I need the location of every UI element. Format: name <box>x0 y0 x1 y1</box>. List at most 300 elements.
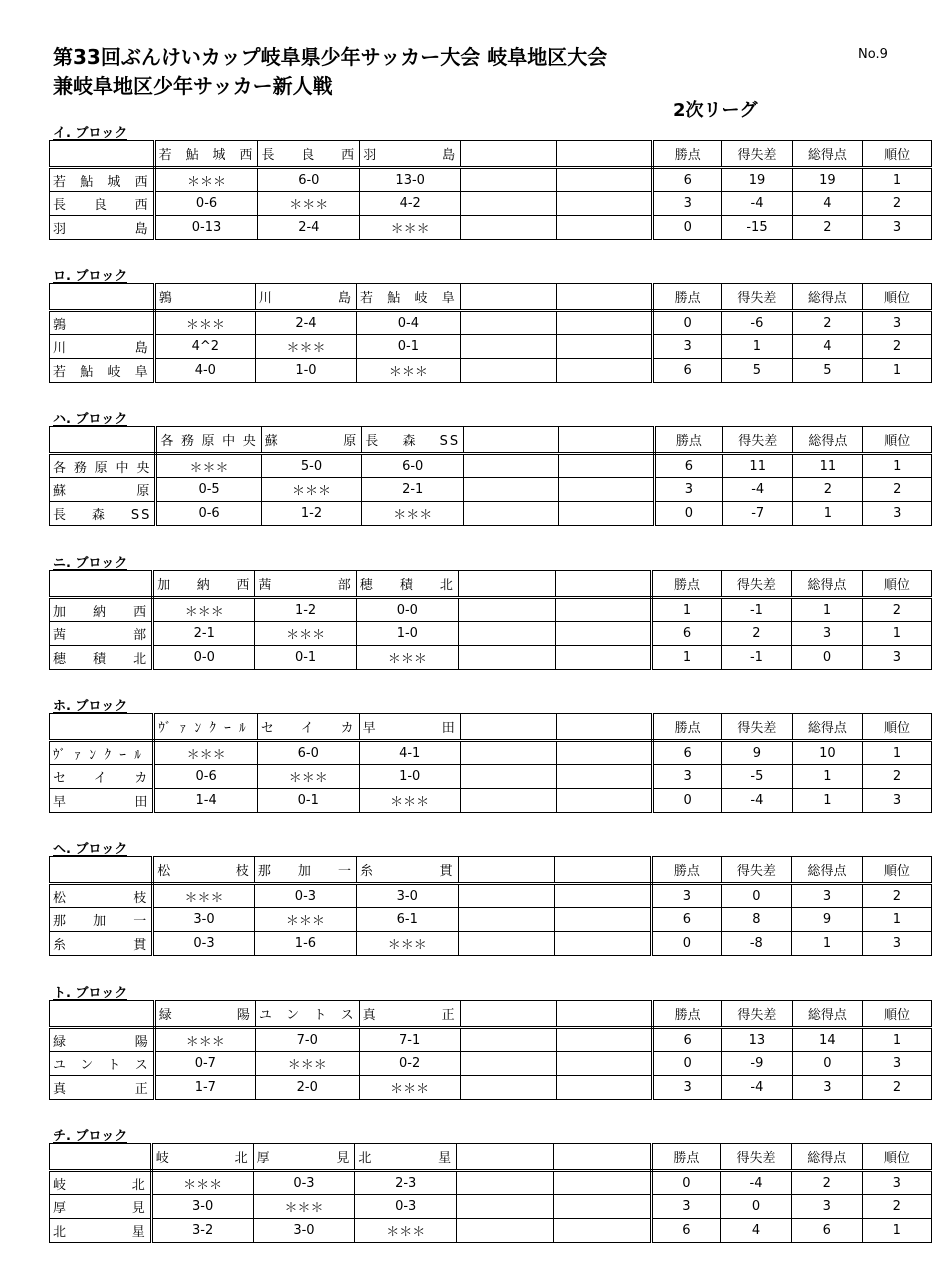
goal-diff-value: -9 <box>722 1052 792 1076</box>
points-value: 3 <box>653 335 722 359</box>
stat-header: 得失差 <box>722 141 792 168</box>
table-row <box>50 311 932 335</box>
page-title: 第33回ぶんけいカップ岐阜県少年サッカー大会 岐阜地区大会 <box>53 45 608 69</box>
match-result: 4-2 <box>360 192 461 216</box>
match-result: 1-6 <box>254 932 356 956</box>
column-team-header: 茜部 <box>255 571 356 598</box>
empty-cell <box>556 359 652 383</box>
match-result: 0-0 <box>153 646 255 670</box>
row-team-name: 岐北 <box>50 1171 152 1195</box>
goal-diff-value: 11 <box>723 454 793 478</box>
empty-cell <box>464 454 559 478</box>
stat-header: 順位 <box>862 1144 931 1171</box>
empty-header-cell <box>460 714 556 741</box>
column-team-header: 松枝 <box>153 857 255 884</box>
stat-header: 順位 <box>863 714 932 741</box>
empty-header-cell <box>555 857 652 884</box>
rank-value: 3 <box>863 789 932 813</box>
column-team-header: 岐北 <box>151 1144 253 1171</box>
standings-table <box>49 283 932 383</box>
stat-header: 順位 <box>862 857 931 884</box>
match-result: 4-1 <box>359 741 460 765</box>
match-result: 13-0 <box>360 168 461 192</box>
goal-diff-value: -6 <box>722 311 792 335</box>
corner-cell <box>50 284 155 311</box>
empty-cell <box>556 1028 652 1052</box>
goals-for-value: 3 <box>792 1076 862 1100</box>
goal-diff-value: 1 <box>722 335 792 359</box>
row-team-name: 羽島 <box>50 216 155 240</box>
rank-value: 2 <box>862 1195 931 1219</box>
match-result: ＊＊＊ <box>359 789 460 813</box>
row-team-name: 鶉 <box>50 311 155 335</box>
goal-diff-value: -1 <box>721 646 792 670</box>
match-result: ＊＊＊ <box>154 168 258 192</box>
row-team-name: 緑陽 <box>50 1028 155 1052</box>
goals-for-value: 0 <box>792 1052 862 1076</box>
match-result: ＊＊＊ <box>156 454 261 478</box>
match-result: 6-1 <box>357 908 458 932</box>
match-result: 0-0 <box>356 598 458 622</box>
match-result: ＊＊＊ <box>154 741 258 765</box>
empty-cell <box>556 311 652 335</box>
empty-header-cell <box>556 714 652 741</box>
block-name: イ. ブロック <box>53 122 127 141</box>
column-team-header: 糸貫 <box>357 857 458 884</box>
goals-for-value: 1 <box>792 789 862 813</box>
table-row <box>50 789 932 813</box>
empty-cell <box>557 168 653 192</box>
column-team-header: 那加一 <box>254 857 356 884</box>
standings-table <box>49 713 932 813</box>
table-row <box>50 598 932 622</box>
goals-for-value: 2 <box>793 478 863 502</box>
goal-diff-value: 9 <box>722 741 792 765</box>
column-team-header: 穂積北 <box>356 571 458 598</box>
goals-for-value: 2 <box>792 311 862 335</box>
table-row <box>50 192 932 216</box>
goals-for-value: 3 <box>791 1195 862 1219</box>
corner-cell <box>50 141 155 168</box>
empty-cell <box>556 335 652 359</box>
row-team-name: 各務原中央 <box>50 454 156 478</box>
corner-cell <box>50 714 154 741</box>
empty-header-cell <box>461 141 557 168</box>
row-team-name: 長森SS <box>50 502 156 526</box>
goal-diff-value: 4 <box>721 1219 792 1243</box>
header-row <box>50 1144 932 1171</box>
column-team-header: 川島 <box>255 284 356 311</box>
standings-table <box>49 856 932 956</box>
empty-header-cell <box>557 141 653 168</box>
match-result: ＊＊＊ <box>154 311 255 335</box>
goal-diff-value: 19 <box>722 168 792 192</box>
empty-cell <box>458 932 555 956</box>
rank-value: 3 <box>863 311 932 335</box>
table-row <box>50 646 932 670</box>
empty-cell <box>556 741 652 765</box>
column-team-header: 北星 <box>355 1144 457 1171</box>
points-value: 3 <box>653 192 722 216</box>
match-result: 0-13 <box>154 216 258 240</box>
empty-header-cell <box>458 857 555 884</box>
match-result: 0-1 <box>357 335 461 359</box>
match-result: 3-0 <box>253 1219 355 1243</box>
rank-value: 3 <box>863 216 932 240</box>
empty-header-cell <box>460 1001 556 1028</box>
stat-header: 得失差 <box>722 714 792 741</box>
goal-diff-value: -8 <box>721 932 792 956</box>
stat-header: 順位 <box>862 571 931 598</box>
rank-value: 1 <box>863 741 932 765</box>
empty-cell <box>457 1219 554 1243</box>
stat-header: 総得点 <box>792 284 862 311</box>
goals-for-value: 3 <box>792 884 863 908</box>
table-row <box>50 884 932 908</box>
match-result: 2-3 <box>355 1171 457 1195</box>
points-value: 3 <box>653 765 722 789</box>
rank-value: 1 <box>863 359 932 383</box>
empty-cell <box>556 1076 652 1100</box>
goals-for-value: 3 <box>792 622 863 646</box>
table-row <box>50 359 932 383</box>
points-value: 0 <box>654 502 723 526</box>
empty-cell <box>460 789 556 813</box>
goal-diff-value: 0 <box>721 1195 792 1219</box>
points-value: 0 <box>651 1171 720 1195</box>
column-team-header: 厚見 <box>253 1144 355 1171</box>
points-value: 6 <box>653 1028 722 1052</box>
stat-header: 勝点 <box>653 1001 722 1028</box>
row-team-name: 厚見 <box>50 1195 152 1219</box>
empty-cell <box>461 192 557 216</box>
rank-value: 1 <box>862 622 931 646</box>
match-result: ＊＊＊ <box>357 359 461 383</box>
block-5 <box>0 695 932 825</box>
goals-for-value: 9 <box>792 908 863 932</box>
goal-diff-value: -4 <box>722 192 792 216</box>
table-row <box>50 1171 932 1195</box>
empty-header-cell <box>556 1001 652 1028</box>
header-row <box>50 1001 932 1028</box>
points-value: 3 <box>654 478 723 502</box>
empty-cell <box>460 1028 556 1052</box>
match-result: 1-4 <box>154 789 258 813</box>
stat-header: 得失差 <box>721 1144 792 1171</box>
match-result: ＊＊＊ <box>362 502 464 526</box>
table-row <box>50 1195 932 1219</box>
rank-value: 2 <box>863 478 932 502</box>
goals-for-value: 6 <box>791 1219 862 1243</box>
match-result: 1-2 <box>261 502 361 526</box>
block-name: ロ. ブロック <box>53 265 127 284</box>
column-team-header: 若鮎城西 <box>154 141 258 168</box>
row-team-name: 若鮎城西 <box>50 168 155 192</box>
standings-table <box>49 1143 932 1243</box>
stat-header: 総得点 <box>793 427 863 454</box>
empty-cell <box>555 884 652 908</box>
stat-header: 順位 <box>863 141 932 168</box>
goal-diff-value: -4 <box>722 789 792 813</box>
match-result: 7-1 <box>359 1028 460 1052</box>
standings-table <box>49 570 932 670</box>
points-value: 0 <box>653 789 722 813</box>
table-row <box>50 335 932 359</box>
rank-value: 3 <box>862 646 931 670</box>
goals-for-value: 1 <box>792 598 863 622</box>
match-result: 0-6 <box>154 765 258 789</box>
goal-diff-value: 13 <box>722 1028 792 1052</box>
match-result: 0-6 <box>154 192 258 216</box>
stat-header: 得失差 <box>722 1001 792 1028</box>
table-row <box>50 908 932 932</box>
goal-diff-value: 2 <box>721 622 792 646</box>
points-value: 6 <box>651 1219 720 1243</box>
rank-value: 1 <box>863 168 932 192</box>
header-row <box>50 571 932 598</box>
column-team-header: 羽島 <box>360 141 461 168</box>
empty-header-cell <box>559 427 654 454</box>
goal-diff-value: -4 <box>721 1171 792 1195</box>
goals-for-value: 11 <box>793 454 863 478</box>
empty-cell <box>458 908 555 932</box>
table-row <box>50 1076 932 1100</box>
table-row <box>50 1028 932 1052</box>
rank-value: 3 <box>862 932 931 956</box>
block-name: ニ. ブロック <box>53 552 127 571</box>
row-team-name: 蘇原 <box>50 478 156 502</box>
empty-cell <box>464 478 559 502</box>
row-team-name: 加納西 <box>50 598 153 622</box>
block-name: ホ. ブロック <box>53 695 127 714</box>
match-result: 4^2 <box>154 335 255 359</box>
empty-cell <box>555 908 652 932</box>
row-team-name: ｳﾞｧﾝｸｰﾙ <box>50 741 154 765</box>
points-value: 6 <box>654 454 723 478</box>
corner-cell <box>50 1144 152 1171</box>
goal-diff-value: -15 <box>722 216 792 240</box>
match-result: 0-3 <box>253 1171 355 1195</box>
rank-value: 1 <box>862 1219 931 1243</box>
empty-header-cell <box>460 284 556 311</box>
corner-cell <box>50 857 153 884</box>
stat-header: 勝点 <box>653 714 722 741</box>
row-team-name: 茜部 <box>50 622 153 646</box>
stat-header: 勝点 <box>654 427 723 454</box>
match-result: 2-4 <box>258 216 360 240</box>
page-subtitle: 兼岐阜地区少年サッカー新人戦 <box>53 74 333 98</box>
match-result: 6-0 <box>362 454 464 478</box>
table-row <box>50 216 932 240</box>
match-result: 4-0 <box>154 359 255 383</box>
goal-diff-value: -7 <box>723 502 793 526</box>
match-result: 7-0 <box>255 1028 359 1052</box>
empty-cell <box>555 598 652 622</box>
stat-header: 順位 <box>863 1001 932 1028</box>
match-result: ＊＊＊ <box>255 622 356 646</box>
empty-cell <box>556 1052 652 1076</box>
column-team-header: 長森SS <box>362 427 464 454</box>
empty-cell <box>457 1171 554 1195</box>
column-team-header: 加納西 <box>153 571 255 598</box>
header-row <box>50 141 932 168</box>
goals-for-value: 4 <box>792 335 862 359</box>
table-row <box>50 622 932 646</box>
corner-cell <box>50 571 153 598</box>
rank-value: 1 <box>863 454 932 478</box>
goal-diff-value: -1 <box>721 598 792 622</box>
row-team-name: 若鮎岐阜 <box>50 359 155 383</box>
match-result: 2-0 <box>255 1076 359 1100</box>
corner-cell <box>50 427 156 454</box>
rank-value: 2 <box>863 765 932 789</box>
points-value: 6 <box>653 359 722 383</box>
points-value: 6 <box>653 741 722 765</box>
goals-for-value: 2 <box>792 216 862 240</box>
table-row <box>50 1052 932 1076</box>
match-result: 1-2 <box>255 598 356 622</box>
row-team-name: 松枝 <box>50 884 153 908</box>
match-result: ＊＊＊ <box>253 1195 355 1219</box>
row-team-name: 長良西 <box>50 192 155 216</box>
block-3 <box>0 408 932 538</box>
match-result: 0-3 <box>153 932 255 956</box>
match-result: 0-1 <box>255 646 356 670</box>
match-result: 0-3 <box>355 1195 457 1219</box>
match-result: 1-0 <box>359 765 460 789</box>
goal-diff-value: -4 <box>723 478 793 502</box>
match-result: 5-0 <box>261 454 361 478</box>
block-8 <box>0 1125 932 1255</box>
block-name: チ. ブロック <box>53 1125 127 1144</box>
points-value: 6 <box>653 168 722 192</box>
rank-value: 2 <box>863 1076 932 1100</box>
points-value: 6 <box>652 908 721 932</box>
match-result: ＊＊＊ <box>261 478 361 502</box>
goals-for-value: 0 <box>792 646 863 670</box>
goals-for-value: 1 <box>792 932 863 956</box>
stat-header: 勝点 <box>651 1144 720 1171</box>
goals-for-value: 19 <box>792 168 862 192</box>
stat-header: 順位 <box>863 427 932 454</box>
goals-for-value: 10 <box>792 741 862 765</box>
points-value: 1 <box>652 646 721 670</box>
league-label: 2次リーグ <box>673 100 758 121</box>
match-result: ＊＊＊ <box>255 1052 359 1076</box>
table-row <box>50 478 932 502</box>
standings-table <box>49 140 932 240</box>
stat-header: 勝点 <box>652 857 721 884</box>
match-result: 1-7 <box>154 1076 255 1100</box>
stat-header: 総得点 <box>792 571 863 598</box>
empty-cell <box>460 741 556 765</box>
column-team-header: 各務原中央 <box>156 427 261 454</box>
row-team-name: セイカ <box>50 765 154 789</box>
stat-header: 得失差 <box>721 571 792 598</box>
match-result: ＊＊＊ <box>153 884 255 908</box>
points-value: 0 <box>652 932 721 956</box>
empty-cell <box>460 765 556 789</box>
points-value: 3 <box>653 1076 722 1100</box>
points-value: 0 <box>653 1052 722 1076</box>
match-result: ＊＊＊ <box>255 335 356 359</box>
header-row <box>50 714 932 741</box>
stat-header: 得失差 <box>723 427 793 454</box>
rank-value: 2 <box>863 335 932 359</box>
empty-cell <box>460 359 556 383</box>
match-result: 6-0 <box>257 741 359 765</box>
match-result: 0-6 <box>156 502 261 526</box>
empty-cell <box>554 1219 651 1243</box>
match-result: 2-4 <box>255 311 356 335</box>
match-result: 0-3 <box>254 884 356 908</box>
empty-cell <box>559 454 654 478</box>
match-result: 3-0 <box>151 1195 253 1219</box>
match-result: 2-1 <box>153 622 255 646</box>
match-result: ＊＊＊ <box>356 646 458 670</box>
table-row <box>50 168 932 192</box>
points-value: 0 <box>653 311 722 335</box>
row-team-name: 穂積北 <box>50 646 153 670</box>
row-team-name: 糸貫 <box>50 932 153 956</box>
empty-cell <box>461 168 557 192</box>
table-row <box>50 741 932 765</box>
column-team-header: 若鮎岐阜 <box>357 284 461 311</box>
match-result: ＊＊＊ <box>151 1171 253 1195</box>
empty-cell <box>555 932 652 956</box>
goal-diff-value: 0 <box>721 884 792 908</box>
header-row <box>50 284 932 311</box>
column-team-header: セイカ <box>257 714 359 741</box>
stat-header: 総得点 <box>791 1144 862 1171</box>
empty-cell <box>458 646 555 670</box>
rank-value: 2 <box>862 884 931 908</box>
block-name: ヘ. ブロック <box>53 838 127 857</box>
stat-header: 総得点 <box>792 857 863 884</box>
block-4 <box>0 552 932 682</box>
row-team-name: 那加一 <box>50 908 153 932</box>
table-row <box>50 1219 932 1243</box>
empty-cell <box>461 216 557 240</box>
block-6 <box>0 838 932 968</box>
stat-header: 得失差 <box>722 284 792 311</box>
stat-header: 総得点 <box>792 714 862 741</box>
column-team-header: 早田 <box>359 714 460 741</box>
empty-cell <box>557 192 653 216</box>
match-result: 3-0 <box>153 908 255 932</box>
match-result: 0-4 <box>357 311 461 335</box>
row-team-name: 北星 <box>50 1219 152 1243</box>
block-name: ハ. ブロック <box>53 408 127 427</box>
empty-cell <box>554 1195 651 1219</box>
empty-cell <box>458 884 555 908</box>
table-row <box>50 932 932 956</box>
empty-cell <box>556 765 652 789</box>
empty-cell <box>554 1171 651 1195</box>
goals-for-value: 2 <box>791 1171 862 1195</box>
match-result: 0-2 <box>359 1052 460 1076</box>
goal-diff-value: 8 <box>721 908 792 932</box>
stat-header: 勝点 <box>652 571 721 598</box>
empty-cell <box>555 646 652 670</box>
empty-header-cell <box>464 427 559 454</box>
block-1 <box>0 122 932 252</box>
points-value: 3 <box>651 1195 720 1219</box>
rank-value: 3 <box>862 1171 931 1195</box>
match-result: ＊＊＊ <box>357 932 458 956</box>
row-team-name: 早田 <box>50 789 154 813</box>
empty-cell <box>460 311 556 335</box>
